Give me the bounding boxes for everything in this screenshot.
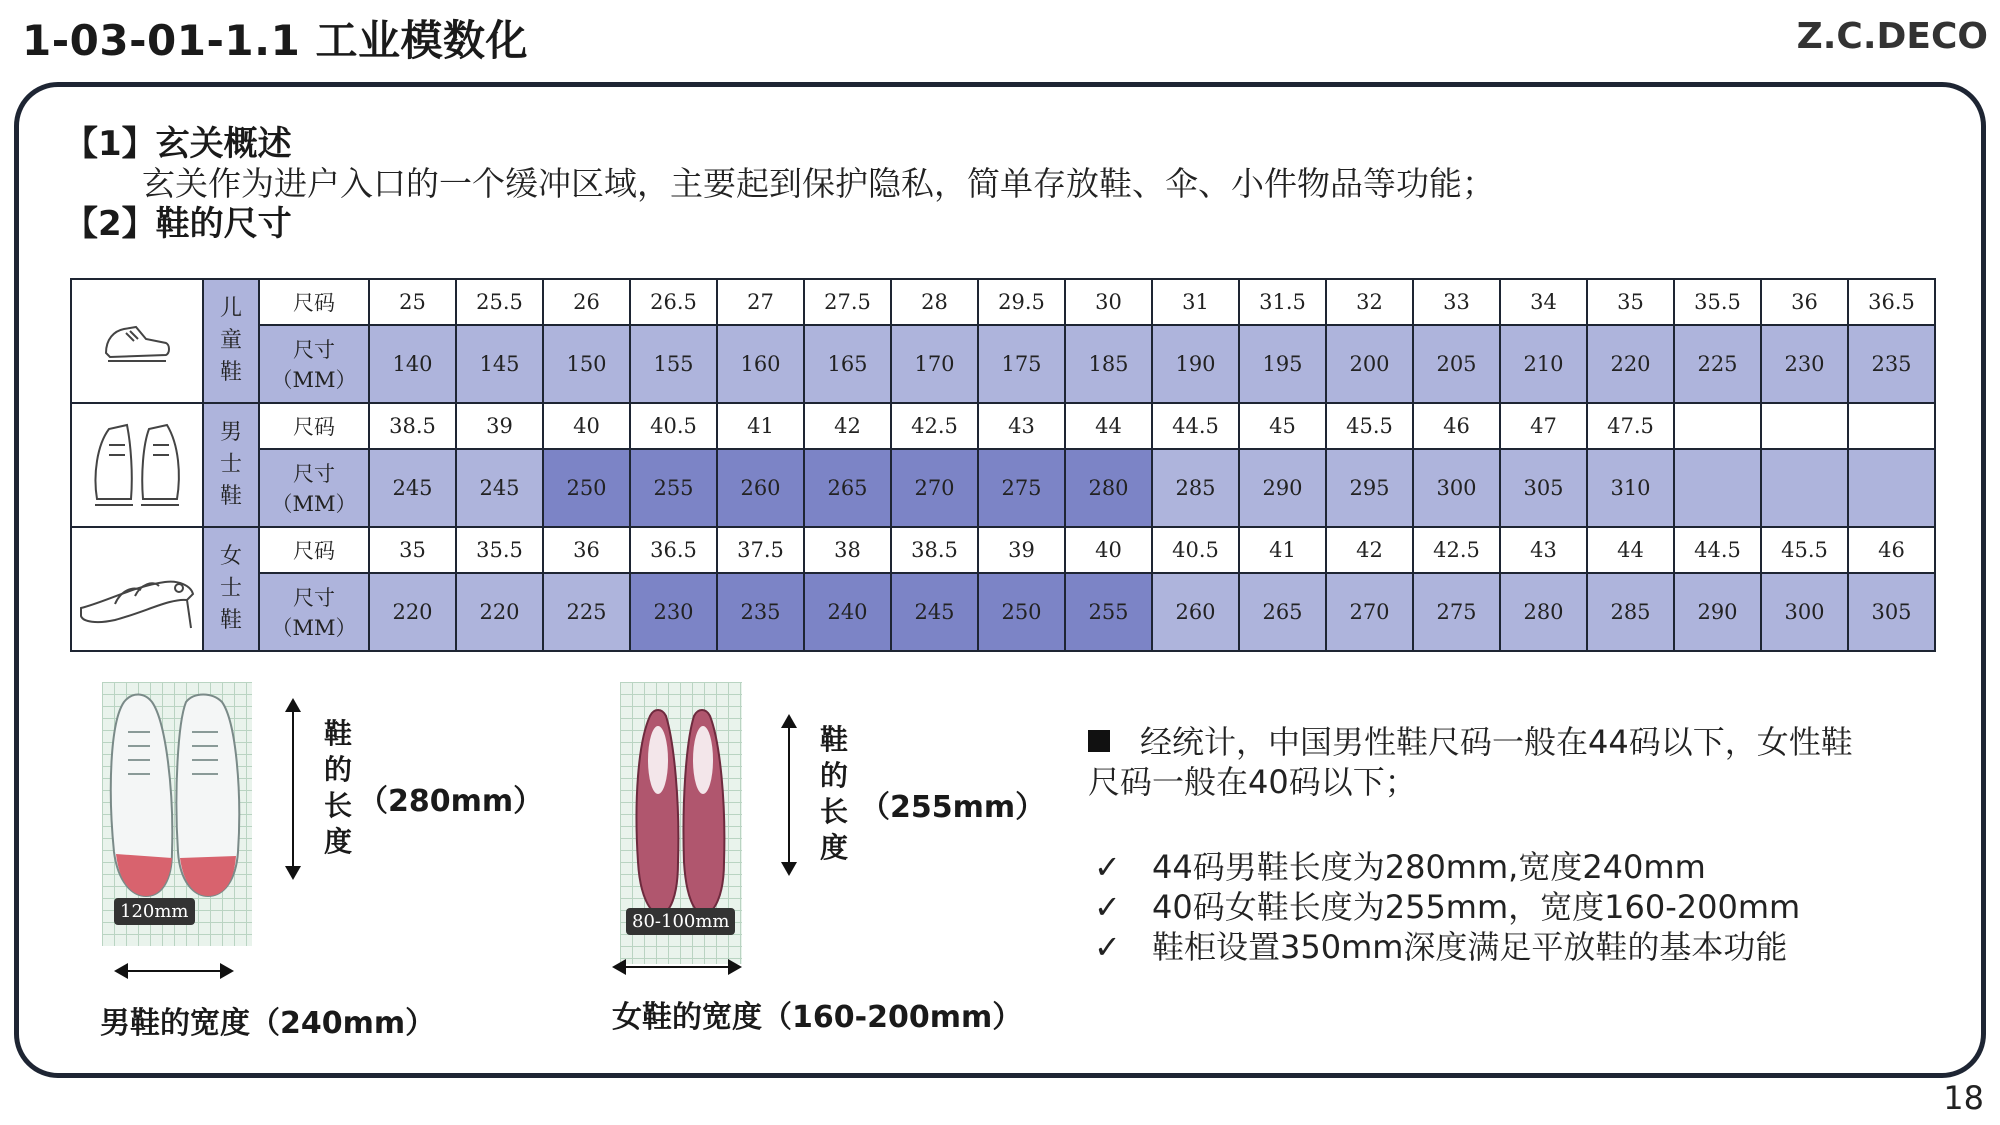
size-code-cell: 29.5 [978, 279, 1065, 325]
size-mm-cell: 155 [630, 325, 717, 403]
length-label-char: 度 [819, 831, 848, 864]
table-row-sizes [71, 573, 1935, 651]
table-row-sizes [71, 449, 1935, 527]
size-code-cell: 40.5 [630, 403, 717, 449]
category-char: 鞋 [219, 607, 242, 633]
table-row-codes [71, 279, 1935, 325]
page-number: 18 [1943, 1079, 1984, 1117]
size-mm-cell: 220 [1587, 325, 1674, 403]
size-mm-cell: 255 [630, 449, 717, 527]
page-title: 1-03-01-1.1 工业模数化 [22, 16, 528, 65]
size-mm-cell: 190 [1152, 325, 1239, 403]
size-code-cell: 45 [1239, 403, 1326, 449]
men-width-arrow [116, 970, 232, 972]
size-code-cell: 31.5 [1239, 279, 1326, 325]
size-mm-cell: 165 [804, 325, 891, 403]
size-code-cell [1674, 403, 1761, 449]
size-code-cell: 42 [804, 403, 891, 449]
size-code-cell: 35 [369, 527, 456, 573]
women-sole-width-tag: 80-100mm [626, 908, 735, 935]
men-length-arrow [292, 700, 294, 878]
size-mm-cell: 305 [1500, 449, 1587, 527]
stats-summary-line2: 尺码一般在40码以下； [1088, 763, 1417, 801]
size-code-cell: 45.5 [1761, 527, 1848, 573]
size-code-cell: 42 [1326, 527, 1413, 573]
size-mm-cell: 235 [717, 573, 804, 651]
checkmark-icon: ✓ [1094, 848, 1121, 886]
size-mm-cell: 185 [1065, 325, 1152, 403]
men-sole-width-tag: 120mm [114, 898, 195, 925]
check-item-text: 鞋柜设置350mm深度满足平放鞋的基本功能 [1152, 928, 1788, 966]
size-mm-cell: 235 [1848, 325, 1935, 403]
women-length-value: （255mm） [860, 790, 1046, 825]
size-code-cell: 28 [891, 279, 978, 325]
size-mm-cell: 240 [804, 573, 891, 651]
size-mm-cell: 205 [1413, 325, 1500, 403]
brand-logo-text: Z.C.DECO [1796, 16, 1988, 57]
size-code-cell: 40.5 [1152, 527, 1239, 573]
size-code-cell: 44 [1587, 527, 1674, 573]
size-mm-cell: 200 [1326, 325, 1413, 403]
women-width-arrow [614, 966, 740, 968]
size-mm-cell: 270 [891, 449, 978, 527]
size-code-cell: 40 [543, 403, 630, 449]
size-mm-cell: 270 [1326, 573, 1413, 651]
table-row-codes [71, 403, 1935, 449]
men-width-caption: 男鞋的宽度（240mm） [100, 1006, 436, 1041]
men-length-value: （280mm） [358, 784, 544, 819]
size-mm-cell: 290 [1674, 573, 1761, 651]
size-code-cell: 25 [369, 279, 456, 325]
size-mm-cell: 245 [891, 573, 978, 651]
size-mm-cell: 140 [369, 325, 456, 403]
size-code-cell: 32 [1326, 279, 1413, 325]
category-char: 士 [219, 576, 242, 602]
length-label-char: 鞋 [323, 717, 352, 750]
size-code-cell: 38 [804, 527, 891, 573]
size-code-cell: 39 [978, 527, 1065, 573]
size-code-cell: 31 [1152, 279, 1239, 325]
size-code-cell: 27.5 [804, 279, 891, 325]
size-mm-cell: 245 [456, 449, 543, 527]
size-code-cell: 33 [1413, 279, 1500, 325]
size-mm-label: 尺寸（MM） [259, 573, 369, 651]
size-code-label: 尺码 [259, 279, 369, 325]
men-length-label [322, 716, 354, 860]
size-code-label: 尺码 [259, 403, 369, 449]
size-code-cell: 37.5 [717, 527, 804, 573]
size-code-cell: 26.5 [630, 279, 717, 325]
shoe-category-label [203, 527, 259, 651]
size-code-cell: 36.5 [630, 527, 717, 573]
size-mm-label: 尺寸（MM） [259, 449, 369, 527]
size-mm-cell: 290 [1239, 449, 1326, 527]
size-code-cell: 44.5 [1152, 403, 1239, 449]
size-mm-cell: 220 [456, 573, 543, 651]
check-item-text: 40码女鞋长度为255mm，宽度160-200mm [1152, 888, 1801, 926]
size-mm-cell: 230 [630, 573, 717, 651]
size-mm-cell: 300 [1761, 573, 1848, 651]
size-mm-cell [1761, 449, 1848, 527]
size-mm-cell: 305 [1848, 573, 1935, 651]
size-mm-cell: 160 [717, 325, 804, 403]
size-mm-cell: 175 [978, 325, 1065, 403]
men-shoe-icon [71, 403, 203, 527]
size-mm-cell: 170 [891, 325, 978, 403]
length-label-char: 鞋 [819, 723, 848, 756]
size-code-cell: 26 [543, 279, 630, 325]
size-code-cell: 34 [1500, 279, 1587, 325]
length-label-char: 长 [323, 789, 352, 822]
category-char: 女 [219, 544, 242, 570]
shoe-size-table [70, 278, 1936, 652]
category-char: 儿 [219, 296, 242, 322]
size-mm-cell: 280 [1065, 449, 1152, 527]
size-code-cell: 35.5 [456, 527, 543, 573]
size-mm-cell: 285 [1152, 449, 1239, 527]
section-1-text: 玄关作为进户入口的一个缓冲区域，主要起到保护隐私，简单存放鞋、伞、小件物品等功能； [142, 164, 1495, 203]
check-item-text: 44码男鞋长度为280mm,宽度240mm [1152, 848, 1706, 886]
women-width-caption: 女鞋的宽度（160-200mm） [612, 1000, 1023, 1035]
size-mm-cell: 265 [804, 449, 891, 527]
size-mm-cell: 230 [1761, 325, 1848, 403]
size-code-cell: 36 [1761, 279, 1848, 325]
shoe-category-label [203, 403, 259, 527]
child-shoe-icon [71, 279, 203, 403]
size-code-cell: 40 [1065, 527, 1152, 573]
category-char: 男 [219, 420, 242, 446]
length-label-char: 度 [323, 825, 352, 858]
size-code-label: 尺码 [259, 527, 369, 573]
size-code-cell: 44.5 [1674, 527, 1761, 573]
size-code-cell: 42.5 [1413, 527, 1500, 573]
women-length-label [818, 722, 850, 866]
stats-summary [1088, 722, 1853, 802]
size-mm-cell: 310 [1587, 449, 1674, 527]
size-code-cell: 35 [1587, 279, 1674, 325]
square-bullet-icon [1088, 730, 1110, 752]
size-code-cell: 30 [1065, 279, 1152, 325]
size-mm-cell [1674, 449, 1761, 527]
size-code-cell: 45.5 [1326, 403, 1413, 449]
size-code-cell [1761, 403, 1848, 449]
size-code-cell: 25.5 [456, 279, 543, 325]
section-1-heading: 【1】玄关概述 [64, 124, 292, 164]
size-code-cell: 38.5 [891, 527, 978, 573]
size-code-cell: 46 [1413, 403, 1500, 449]
length-label-char: 长 [819, 795, 848, 828]
size-mm-cell: 250 [978, 573, 1065, 651]
size-code-cell: 36.5 [1848, 279, 1935, 325]
section-2-heading: 【2】鞋的尺寸 [64, 204, 292, 244]
table-row-codes [71, 527, 1935, 573]
size-code-cell [1848, 403, 1935, 449]
category-char: 童 [219, 328, 242, 354]
size-mm-cell: 150 [543, 325, 630, 403]
size-mm-cell: 255 [1065, 573, 1152, 651]
size-code-cell: 42.5 [891, 403, 978, 449]
checkmark-icon: ✓ [1094, 888, 1121, 926]
size-mm-cell: 275 [1413, 573, 1500, 651]
size-code-cell: 36 [543, 527, 630, 573]
size-mm-cell: 300 [1413, 449, 1500, 527]
size-mm-cell: 225 [543, 573, 630, 651]
size-mm-cell: 250 [543, 449, 630, 527]
checkmark-icon: ✓ [1094, 928, 1121, 966]
size-mm-label: 尺寸（MM） [259, 325, 369, 403]
size-code-cell: 41 [1239, 527, 1326, 573]
stats-summary-line1: 经统计，中国男性鞋尺码一般在44码以下，女性鞋 [1140, 723, 1853, 761]
size-mm-cell: 275 [978, 449, 1065, 527]
size-mm-cell: 260 [717, 449, 804, 527]
category-char: 鞋 [219, 483, 242, 509]
size-code-cell: 39 [456, 403, 543, 449]
size-code-cell: 43 [1500, 527, 1587, 573]
size-code-cell: 27 [717, 279, 804, 325]
women-length-arrow [788, 716, 790, 874]
size-code-cell: 47 [1500, 403, 1587, 449]
size-mm-cell: 295 [1326, 449, 1413, 527]
category-char: 士 [219, 452, 242, 478]
length-label-char: 的 [819, 759, 848, 792]
check-item [1094, 922, 1787, 968]
size-code-cell: 38.5 [369, 403, 456, 449]
size-mm-cell: 220 [369, 573, 456, 651]
size-code-cell: 44 [1065, 403, 1152, 449]
size-code-cell: 35.5 [1674, 279, 1761, 325]
size-code-cell: 43 [978, 403, 1065, 449]
size-mm-cell: 285 [1587, 573, 1674, 651]
length-label-char: 的 [323, 753, 352, 786]
size-code-cell: 46 [1848, 527, 1935, 573]
size-mm-cell: 245 [369, 449, 456, 527]
shoe-category-label [203, 279, 259, 403]
size-mm-cell: 265 [1239, 573, 1326, 651]
table-row-sizes [71, 325, 1935, 403]
category-char: 鞋 [219, 359, 242, 385]
size-mm-cell: 145 [456, 325, 543, 403]
women-sandal-icon [71, 527, 203, 651]
size-mm-cell: 280 [1500, 573, 1587, 651]
size-mm-cell [1848, 449, 1935, 527]
size-mm-cell: 195 [1239, 325, 1326, 403]
size-mm-cell: 225 [1674, 325, 1761, 403]
size-mm-cell: 260 [1152, 573, 1239, 651]
size-code-cell: 41 [717, 403, 804, 449]
size-code-cell: 47.5 [1587, 403, 1674, 449]
size-mm-cell: 210 [1500, 325, 1587, 403]
